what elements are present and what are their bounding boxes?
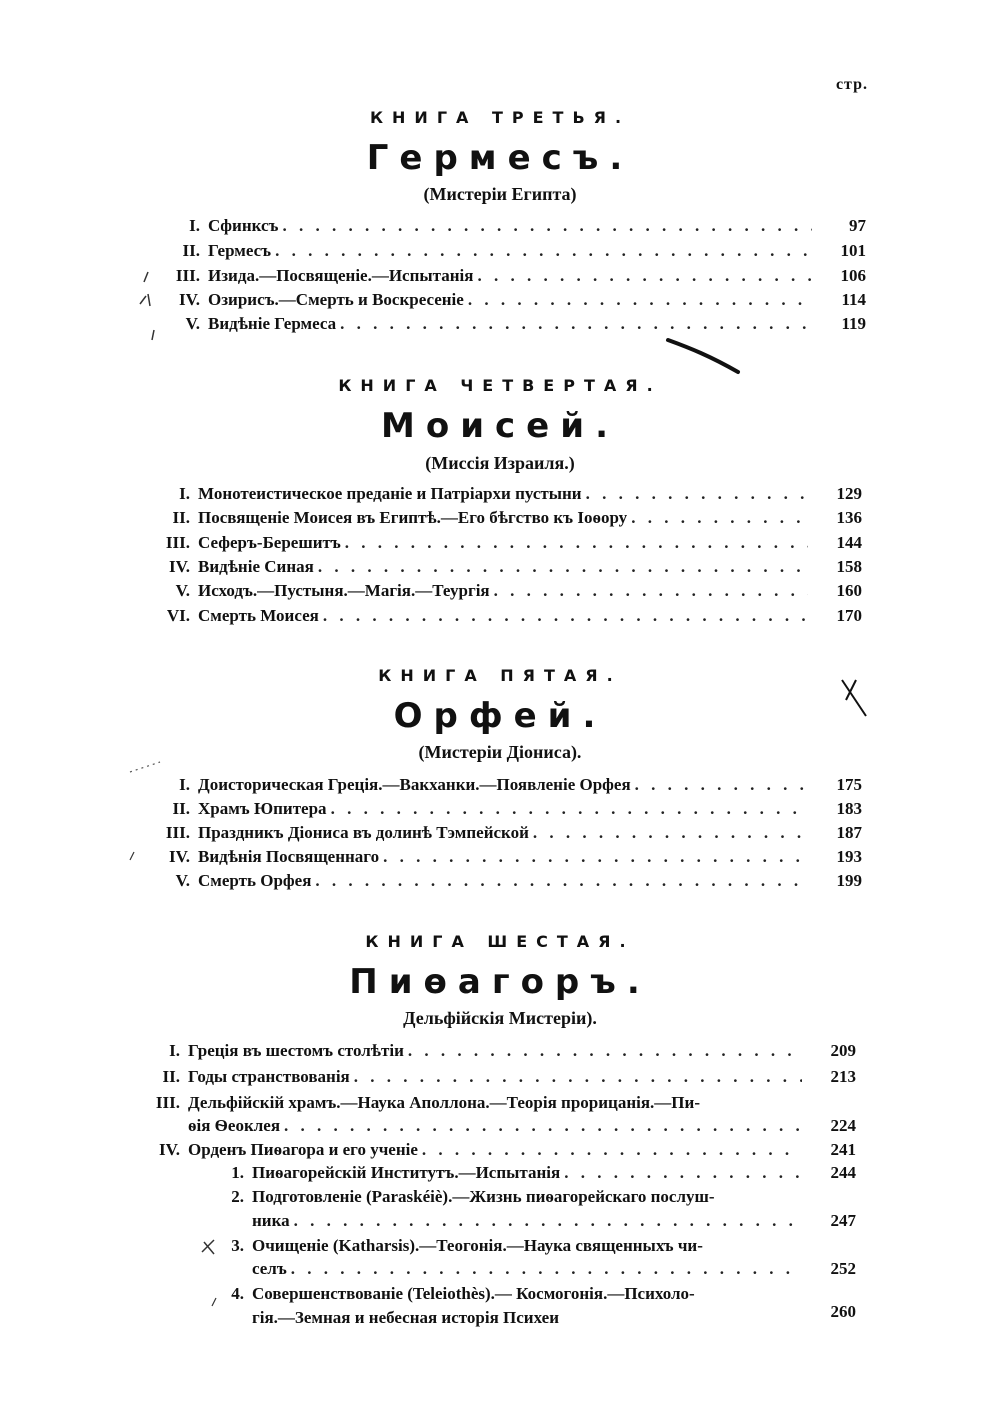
subsection-title: Подготовленіе (Paraskéiè).—Жизнь пиѳагорейскаго послуш-: [252, 1187, 715, 1206]
toc-entry[interactable]: [140, 775, 862, 795]
dot-leader: [294, 1211, 802, 1231]
chapter-number: V.: [175, 871, 190, 890]
pencil-cross-mark: [202, 1240, 214, 1254]
book-five-title: Орфей.: [393, 696, 607, 736]
chapter-number: IV.: [169, 557, 190, 576]
chapter-title: Посвященіе Моисея въ Египтѣ.—Его бѣгство къ Іоѳору: [198, 508, 628, 527]
page-number: 224: [830, 1116, 856, 1135]
toc-subentry[interactable]: [214, 1163, 856, 1183]
page-number: 193: [836, 847, 862, 866]
chapter-number: V.: [185, 314, 200, 333]
dot-leader: [383, 847, 808, 867]
page-number: 260: [830, 1302, 856, 1321]
chapter-title: Сеферъ-Берешитъ: [198, 533, 341, 552]
toc-entry[interactable]: [150, 266, 866, 286]
toc-entry[interactable]: [130, 1140, 856, 1160]
page-number: 175: [836, 775, 862, 794]
dot-leader: [284, 1116, 802, 1136]
dot-leader: [340, 314, 812, 334]
dot-leader: [533, 823, 808, 843]
pencil-dot-mark: [130, 762, 160, 772]
page-number: 129: [836, 484, 862, 503]
chapter-title: Смерть Моисея: [198, 606, 319, 625]
toc-entry[interactable]: [140, 533, 862, 553]
dot-leader: [275, 241, 812, 261]
chapter-number: III.: [155, 1093, 180, 1112]
toc-subentry-continuation: [252, 1308, 559, 1328]
subsection-title-continuation: селъ: [252, 1259, 287, 1278]
chapter-number: I.: [179, 775, 190, 794]
chapter-number: I.: [189, 216, 200, 235]
toc-entry[interactable]: [150, 241, 866, 261]
chapter-title: Дельфійскій храмъ.—Наука Аполлона.—Теорія прорицанія.—Пи-: [188, 1093, 700, 1112]
toc-entry[interactable]: [140, 557, 862, 577]
dot-leader: [586, 484, 808, 504]
chapter-title: Смерть Орфея: [198, 871, 312, 890]
page-number: 101: [840, 241, 866, 260]
dot-leader: [323, 606, 808, 626]
chapter-number: VI.: [166, 606, 190, 625]
dot-leader: [408, 1041, 802, 1061]
chapter-number: V.: [175, 581, 190, 600]
chapter-number: II.: [172, 508, 190, 527]
book-six-subtitle: Дельфійскія Мистеріи).: [403, 1008, 597, 1028]
dot-leader: [422, 1140, 802, 1160]
subsection-number: 2.: [231, 1187, 244, 1206]
book-four-label: КНИГА ЧЕТВЕРТАЯ.: [338, 376, 662, 395]
subsection-title: Совершенствованіе (Teleiothès).— Космогонія.—Психоло-: [252, 1284, 695, 1303]
dot-leader: [494, 581, 808, 601]
pencil-tick-mark: [130, 852, 134, 860]
toc-entry[interactable]: [130, 1067, 856, 1087]
toc-subentry-continuation: [252, 1211, 856, 1231]
chapter-number: II.: [162, 1067, 180, 1086]
toc-entry[interactable]: [130, 1041, 856, 1061]
dot-leader: [564, 1163, 802, 1183]
chapter-number: IV.: [169, 847, 190, 866]
chapter-title: Озирисъ.—Смерть и Воскресеніе: [208, 290, 464, 309]
chapter-title: Годы странствованія: [188, 1067, 350, 1086]
book-four-title: Моисей.: [381, 406, 619, 446]
dot-leader: [331, 799, 808, 819]
dot-leader: [291, 1259, 802, 1279]
book-three-label: КНИГА ТРЕТЬЯ.: [369, 108, 631, 127]
subsection-number: 3.: [231, 1236, 244, 1255]
book-six-title: Пиѳагоръ.: [349, 962, 651, 1002]
page-number: 209: [830, 1041, 856, 1060]
dot-leader: [468, 290, 812, 310]
toc-subentry-multiline[interactable]: [214, 1187, 715, 1207]
page-number: 241: [830, 1140, 856, 1159]
pencil-tick-mark: [144, 272, 148, 282]
book-three-subtitle: (Мистеріи Египта): [423, 184, 577, 204]
chapter-title: Видѣніе Синая: [198, 557, 314, 576]
chapter-number: IV.: [179, 290, 200, 309]
toc-subentry-continuation: [252, 1259, 856, 1279]
page-number: 158: [836, 557, 862, 576]
chapter-title: Орденъ Пиѳагора и его ученіе: [188, 1140, 418, 1159]
book-four-subtitle: (Миссія Израиля.): [425, 453, 575, 473]
chapter-title: Исходъ.—Пустыня.—Магія.—Теургія: [198, 581, 490, 600]
page-column-header: стр.: [835, 76, 868, 93]
page-number: 244: [830, 1163, 856, 1182]
chapter-title: Видѣнія Посвященнаго: [198, 847, 380, 866]
chapter-title: Доисторическая Греція.—Вакханки.—Появленіе Орфея: [198, 775, 631, 794]
dot-leader: [282, 216, 812, 236]
toc-entry[interactable]: [150, 216, 866, 236]
toc-entry-multiline[interactable]: [130, 1093, 700, 1113]
page-number: 170: [836, 606, 862, 625]
toc-entry[interactable]: [140, 823, 862, 843]
subsection-number: 1.: [231, 1163, 244, 1182]
page-number: 97: [849, 216, 866, 235]
page-number: 187: [836, 823, 862, 842]
pencil-stroke-mark: [668, 340, 738, 372]
chapter-title: Сфинксъ: [208, 216, 279, 235]
chapter-title: Видѣніе Гермеса: [208, 314, 337, 333]
subsection-title-continuation: ника: [252, 1211, 290, 1230]
chapter-title-continuation: ѳія Ѳеоклея: [188, 1116, 281, 1135]
toc-entry[interactable]: [140, 799, 862, 819]
page-number: 160: [836, 581, 862, 600]
page-number: 114: [841, 290, 866, 309]
chapter-title: Греція въ шестомъ столѣтіи: [188, 1041, 404, 1060]
dot-leader: [477, 266, 812, 286]
page-number: 106: [840, 266, 866, 285]
dot-leader: [318, 557, 808, 577]
toc-entry[interactable]: [140, 581, 862, 601]
book-six-label: КНИГА ШЕСТАЯ.: [365, 932, 635, 951]
page-number: 136: [836, 508, 862, 527]
page-number: 199: [836, 871, 862, 890]
subsection-title-continuation: гія.—Земная и небесная исторія Психеи: [252, 1308, 560, 1327]
toc-entry[interactable]: [140, 508, 862, 528]
chapter-number: II.: [172, 799, 190, 818]
dot-leader: [631, 508, 808, 528]
chapter-number: I.: [169, 1041, 180, 1060]
page-number: 247: [830, 1211, 856, 1230]
pencil-tick-mark: [140, 294, 150, 306]
toc-entry[interactable]: [140, 606, 862, 626]
chapter-number: IV.: [159, 1140, 180, 1159]
toc-entry[interactable]: [140, 871, 862, 891]
chapter-title: Монотеистическое преданіе и Патріархи пустыни: [198, 484, 582, 503]
chapter-number: I.: [179, 484, 190, 503]
toc-entry[interactable]: [140, 847, 862, 867]
toc-entry[interactable]: [150, 314, 866, 334]
subsection-title: Очищеніе (Katharsis).—Теогонія.—Наука священныхъ чи-: [252, 1236, 703, 1255]
chapter-number: III.: [175, 266, 200, 285]
chapter-title: Гермесъ: [208, 241, 272, 260]
subsection-number: 4.: [231, 1284, 244, 1303]
page-number: 213: [830, 1067, 856, 1086]
page-number: 119: [841, 314, 866, 333]
page-number: 144: [836, 533, 862, 552]
subsection-title: Пиѳагорейскій Институтъ.—Испытанія: [252, 1163, 561, 1182]
toc-subentry-multiline[interactable]: [214, 1236, 703, 1256]
dot-leader: [635, 775, 808, 795]
chapter-title: Храмъ Юпитера: [198, 799, 327, 818]
chapter-number: III.: [165, 533, 190, 552]
toc-entry-continuation: [188, 1116, 856, 1136]
dot-leader: [354, 1067, 802, 1087]
chapter-title: Праздникъ Діониса въ долинѣ Тэмпейской: [198, 823, 529, 842]
page-number: 252: [830, 1259, 856, 1278]
book-five-label: КНИГА ПЯТАЯ.: [378, 666, 622, 685]
toc-entry[interactable]: [150, 290, 866, 310]
dot-leader: [315, 871, 808, 891]
page-number: 183: [836, 799, 862, 818]
dot-leader: [345, 533, 808, 553]
toc-entry[interactable]: [140, 484, 862, 504]
book-three-title: Гермесъ.: [366, 138, 634, 178]
book-five-subtitle: (Мистеріи Діониса).: [418, 742, 582, 762]
chapter-title: Изида.—Посвященіе.—Испытанія: [208, 266, 474, 285]
chapter-number: II.: [182, 241, 200, 260]
chapter-number: III.: [165, 823, 190, 842]
toc-subentry-multiline[interactable]: [214, 1284, 695, 1304]
